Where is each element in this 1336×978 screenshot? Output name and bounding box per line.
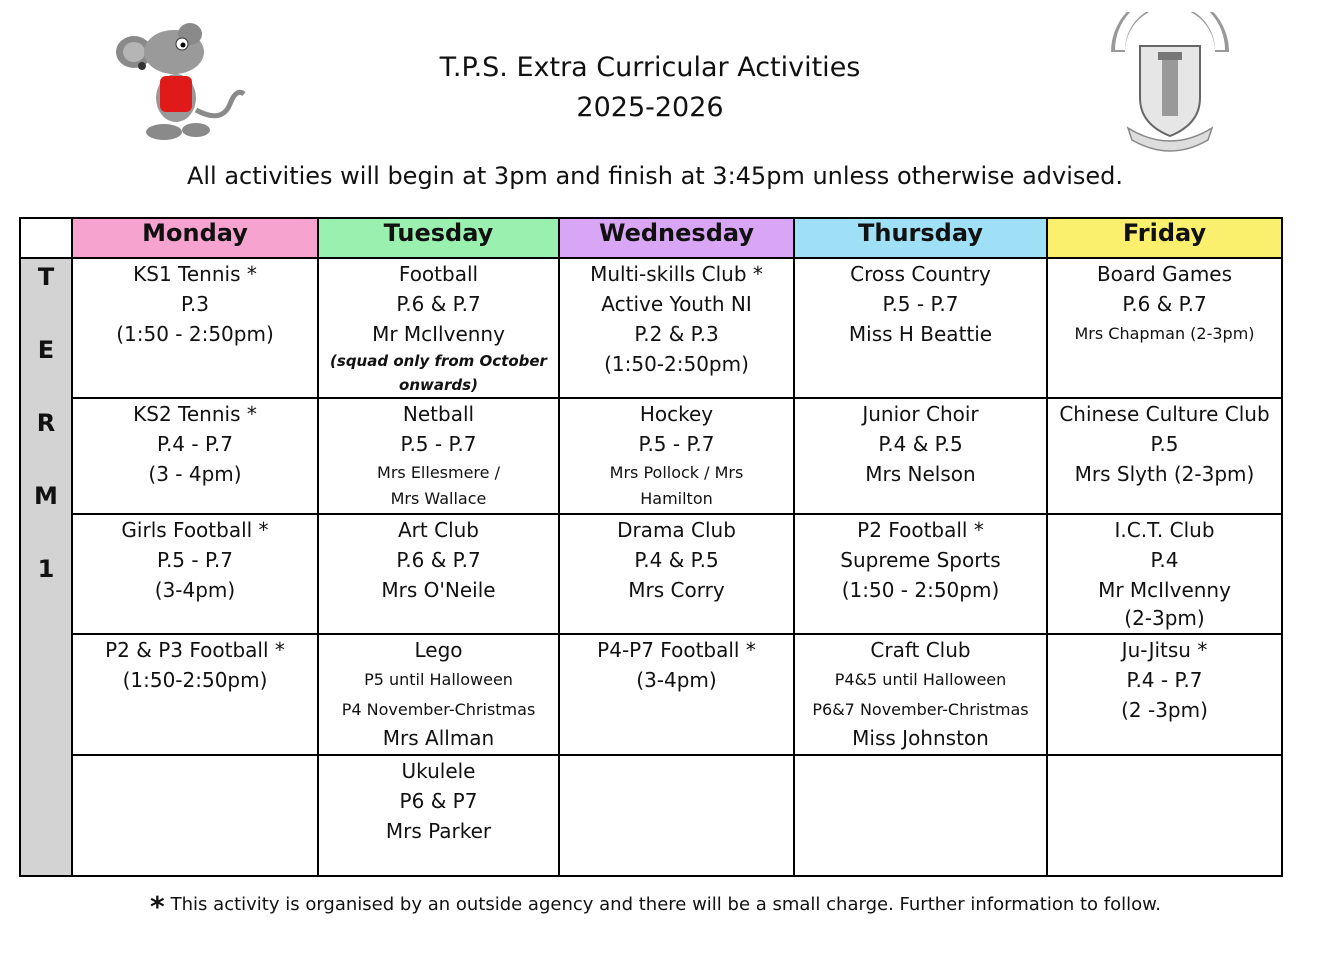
term-letter: E (37, 336, 55, 364)
activity-time: (3-4pm) (636, 668, 717, 692)
school-crest-logo (1110, 12, 1230, 152)
activity-name: Craft Club (870, 638, 971, 662)
activity-classes: P.4 (1150, 548, 1179, 572)
day-header-wednesday: Wednesday (559, 218, 794, 258)
days-header-row (20, 218, 1282, 258)
activity-cell (72, 634, 318, 755)
intro-text: All activities will begin at 3pm and finish at 3:45pm unless otherwise advised. (186, 162, 1124, 190)
activity-cell (794, 755, 1047, 876)
activity-leader: Mrs Parker (385, 819, 492, 843)
activity-leader: Mrs Wallace (390, 489, 487, 508)
table-row (20, 634, 1282, 755)
activity-cell (559, 514, 794, 634)
table-row (20, 258, 1282, 398)
activity-cell (72, 755, 318, 876)
activity-cell (794, 514, 1047, 634)
activity-cell (318, 258, 559, 398)
activity-classes: P4 November-Christmas (341, 700, 536, 719)
activity-name: Ukulele (401, 759, 476, 783)
day-header-thursday: Thursday (794, 218, 1047, 258)
activity-time: (1:50-2:50pm) (604, 352, 749, 376)
activity-name: P4-P7 Football * (597, 638, 756, 662)
activity-cell (318, 755, 559, 876)
day-header-tuesday: Tuesday (318, 218, 559, 258)
term-label (20, 258, 72, 876)
activity-note: (squad only from October (330, 352, 547, 370)
day-header-friday: Friday (1047, 218, 1282, 258)
activity-cell (794, 634, 1047, 755)
activity-leader: Mr McIlvenny (372, 322, 505, 346)
activity-name: Football (398, 262, 479, 286)
activity-name: Netball (402, 402, 475, 426)
table-row (20, 514, 1282, 634)
activity-leader: Mrs O'Neile (381, 578, 496, 602)
activity-name: Multi-skills Club * (590, 262, 763, 286)
activity-time: (2 -3pm) (1121, 698, 1208, 722)
activity-classes: P.5 - P.7 (638, 432, 715, 456)
activity-leader: Mrs Nelson (865, 462, 976, 486)
page-title: T.P.S. Extra Curricular Activities (439, 52, 861, 83)
activity-cell (72, 398, 318, 514)
activity-name: I.C.T. Club (1114, 518, 1215, 542)
asterisk-marker: * (150, 890, 165, 923)
activity-leader: Mrs Chapman (2-3pm) (1074, 324, 1255, 343)
activity-cell (559, 258, 794, 398)
activity-name: Ju-Jitsu * (1121, 638, 1208, 662)
activity-cell (72, 258, 318, 398)
activity-classes: P.5 - P.7 (882, 292, 959, 316)
activity-name: KS1 Tennis * (133, 262, 257, 286)
activity-classes: P.5 - P.7 (400, 432, 477, 456)
activity-classes: P5 until Halloween (364, 670, 513, 689)
activity-name: Hockey (639, 402, 714, 426)
activity-classes: P4&5 until Halloween (834, 670, 1007, 689)
activity-cell (559, 398, 794, 514)
activity-classes: P.4 & P.5 (634, 548, 719, 572)
term-letter: M (34, 482, 58, 510)
activity-classes: P6&7 November-Christmas (812, 700, 1029, 719)
activity-time: (3 - 4pm) (148, 462, 242, 486)
activity-leader: Miss H Beattie (848, 322, 993, 346)
activity-cell (1047, 755, 1282, 876)
activity-leader: Mrs Slyth (2-3pm) (1074, 462, 1255, 486)
activity-classes: P.6 & P.7 (396, 548, 481, 572)
mouse-mascot-logo (112, 14, 252, 146)
activity-leader: Hamilton (640, 489, 713, 508)
activity-classes: P.6 & P.7 (396, 292, 481, 316)
activity-classes: P.2 & P.3 (634, 322, 719, 346)
table-row (20, 755, 1282, 876)
activity-cell (72, 514, 318, 634)
activity-name: Board Games (1096, 262, 1233, 286)
activity-cell (1047, 398, 1282, 514)
activity-classes: P.4 & P.5 (878, 432, 963, 456)
activity-name: Art Club (398, 518, 479, 542)
activities-timetable (19, 217, 1283, 877)
activity-leader: Mrs Allman (382, 726, 495, 750)
activity-leader: Mrs Ellesmere / (377, 463, 500, 482)
activity-cell (318, 634, 559, 755)
activity-classes: P.5 - P.7 (157, 548, 233, 572)
term-letter: 1 (37, 555, 55, 583)
activity-name: Drama Club (617, 518, 736, 542)
activity-leader: Mrs Pollock / Mrs (609, 463, 744, 482)
header-corner (20, 218, 72, 258)
term-letter: R (36, 409, 56, 437)
activity-cell (318, 514, 559, 634)
activity-classes: P.5 (1150, 432, 1179, 456)
activity-cell (1047, 634, 1282, 755)
term-letter: T (37, 263, 55, 291)
activity-name: P2 & P3 Football * (105, 638, 285, 662)
activity-classes: P.3 (180, 292, 210, 316)
footnote-text: This activity is organised by an outside agency and there will be a small charge. Further information to follow. (170, 894, 1161, 915)
activity-provider: Active Youth NI (601, 292, 752, 316)
activity-time: (3-4pm) (154, 578, 236, 602)
activity-name: P2 Football * (857, 518, 984, 542)
footnote (150, 884, 1161, 923)
activity-name: KS2 Tennis * (133, 402, 257, 426)
activity-classes: P.4 - P.7 (1126, 668, 1203, 692)
activity-time: (1:50 - 2:50pm) (116, 322, 274, 346)
activity-provider: Supreme Sports (840, 548, 1001, 572)
activity-cell (559, 634, 794, 755)
activity-cell (318, 398, 559, 514)
day-header-monday: Monday (72, 218, 318, 258)
activity-name: Junior Choir (862, 402, 979, 426)
activity-leader: Mr McIlvenny (1098, 578, 1231, 602)
activity-classes: P6 & P7 (399, 789, 478, 813)
activity-cell (794, 258, 1047, 398)
activity-cell (1047, 258, 1282, 398)
activity-name: Chinese Culture Club (1059, 402, 1270, 426)
activity-classes: P.6 & P.7 (1122, 292, 1207, 316)
table-row (20, 398, 1282, 514)
activity-classes: P.4 - P.7 (157, 432, 233, 456)
activity-cell (1047, 514, 1282, 634)
activity-time: (1:50-2:50pm) (122, 668, 268, 692)
school-year: 2025-2026 (576, 92, 724, 123)
activity-time: (1:50 - 2:50pm) (841, 578, 1000, 602)
activity-name: Cross Country (850, 262, 991, 286)
activity-time: (2-3pm) (1124, 606, 1205, 630)
activity-name: Girls Football * (121, 518, 269, 542)
activity-cell (559, 755, 794, 876)
activity-note: onwards) (399, 376, 478, 394)
activity-leader: Mrs Corry (628, 578, 725, 602)
activity-cell (794, 398, 1047, 514)
activity-leader: Miss Johnston (852, 726, 989, 750)
activity-name: Lego (414, 638, 463, 662)
